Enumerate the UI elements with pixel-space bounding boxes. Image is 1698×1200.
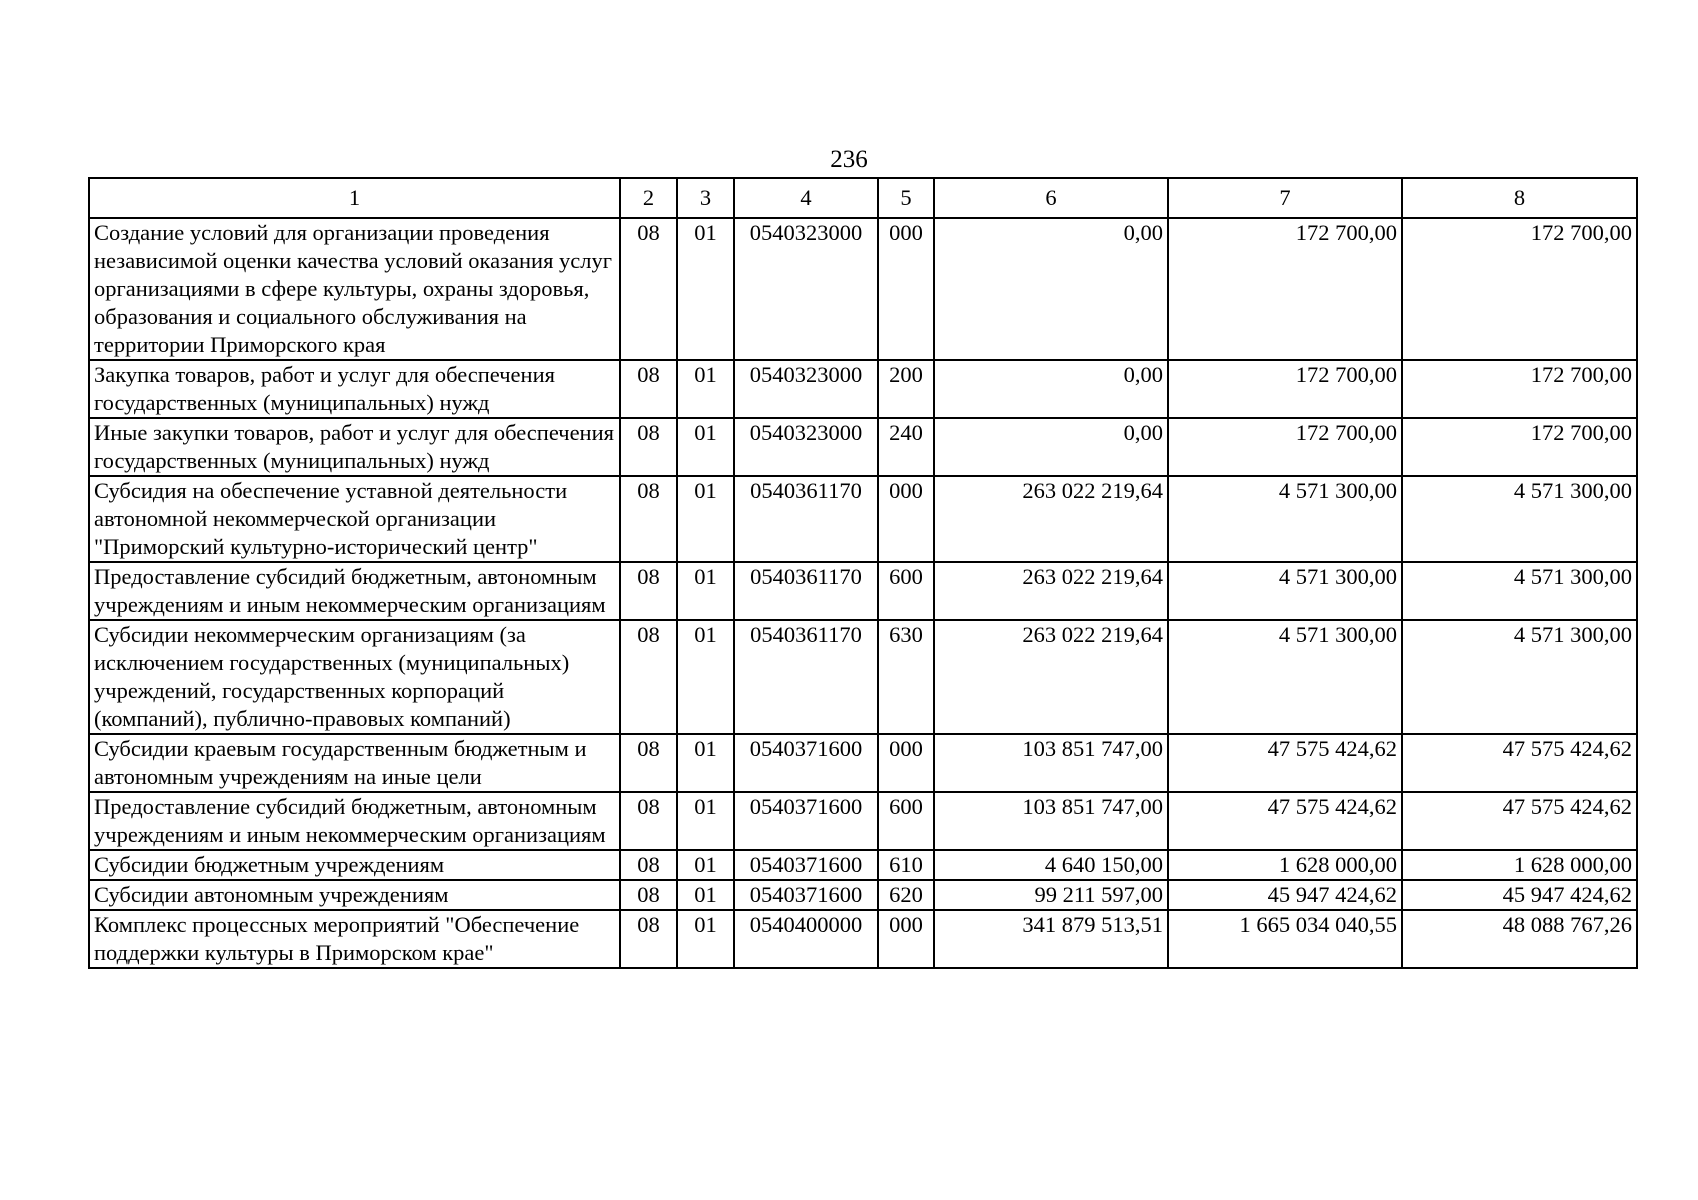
cell-section: 08 [620, 620, 677, 734]
table-row [89, 792, 1637, 850]
cell-subsection: 01 [677, 360, 734, 418]
table-row [89, 418, 1637, 476]
table-row [89, 562, 1637, 620]
cell-target-code: 0540361170 [734, 620, 878, 734]
cell-subsection: 01 [677, 476, 734, 562]
cell-expense-type: 240 [878, 418, 934, 476]
column-header: 1 [89, 178, 620, 218]
cell-amount-8: 172 700,00 [1402, 418, 1637, 476]
cell-amount-8: 4 571 300,00 [1402, 476, 1637, 562]
cell-amount-6: 4 640 150,00 [934, 850, 1168, 880]
column-header: 5 [878, 178, 934, 218]
table-row [89, 620, 1637, 734]
cell-section: 08 [620, 218, 677, 360]
cell-amount-8: 172 700,00 [1402, 360, 1637, 418]
table-row [89, 734, 1637, 792]
table-row [89, 910, 1637, 968]
cell-amount-8: 45 947 424,62 [1402, 880, 1637, 910]
cell-subsection: 01 [677, 792, 734, 850]
header-row [89, 178, 1637, 218]
cell-amount-6: 99 211 597,00 [934, 880, 1168, 910]
cell-target-code: 0540323000 [734, 218, 878, 360]
cell-amount-7: 47 575 424,62 [1168, 792, 1402, 850]
cell-subsection: 01 [677, 620, 734, 734]
cell-name: Закупка товаров, работ и услуг для обеспечения государственных (муниципальных) нужд [89, 360, 620, 418]
column-header: 4 [734, 178, 878, 218]
cell-amount-6: 0,00 [934, 218, 1168, 360]
cell-subsection: 01 [677, 880, 734, 910]
cell-name: Субсидии некоммерческим организациям (за исключением государственных (муниципальных) учреждений, государственных корпораций (компаний), публично-правовых компаний) [89, 620, 620, 734]
cell-amount-7: 4 571 300,00 [1168, 562, 1402, 620]
column-header: 8 [1402, 178, 1637, 218]
cell-target-code: 0540361170 [734, 562, 878, 620]
cell-subsection: 01 [677, 562, 734, 620]
cell-subsection: 01 [677, 734, 734, 792]
cell-subsection: 01 [677, 850, 734, 880]
cell-amount-8: 47 575 424,62 [1402, 734, 1637, 792]
cell-name: Субсидии бюджетным учреждениям [89, 850, 620, 880]
cell-amount-8: 48 088 767,26 [1402, 910, 1637, 968]
cell-section: 08 [620, 562, 677, 620]
cell-section: 08 [620, 734, 677, 792]
cell-amount-7: 4 571 300,00 [1168, 620, 1402, 734]
cell-amount-7: 172 700,00 [1168, 360, 1402, 418]
table-row [89, 360, 1637, 418]
table-row [89, 880, 1637, 910]
table-body [89, 218, 1637, 968]
cell-amount-7: 172 700,00 [1168, 218, 1402, 360]
cell-expense-type: 600 [878, 562, 934, 620]
cell-section: 08 [620, 850, 677, 880]
cell-target-code: 0540371600 [734, 792, 878, 850]
cell-section: 08 [620, 910, 677, 968]
cell-amount-7: 1 665 034 040,55 [1168, 910, 1402, 968]
column-header: 2 [620, 178, 677, 218]
cell-amount-6: 263 022 219,64 [934, 476, 1168, 562]
cell-amount-7: 1 628 000,00 [1168, 850, 1402, 880]
cell-section: 08 [620, 880, 677, 910]
cell-target-code: 0540323000 [734, 360, 878, 418]
cell-expense-type: 000 [878, 476, 934, 562]
cell-subsection: 01 [677, 218, 734, 360]
cell-amount-6: 0,00 [934, 360, 1168, 418]
cell-expense-type: 000 [878, 218, 934, 360]
cell-amount-6: 341 879 513,51 [934, 910, 1168, 968]
table-row [89, 476, 1637, 562]
cell-target-code: 0540371600 [734, 880, 878, 910]
page-number: 236 [830, 146, 868, 173]
cell-target-code: 0540371600 [734, 734, 878, 792]
cell-name: Субсидии автономным учреждениям [89, 880, 620, 910]
cell-section: 08 [620, 418, 677, 476]
cell-expense-type: 000 [878, 910, 934, 968]
cell-target-code: 0540361170 [734, 476, 878, 562]
cell-expense-type: 600 [878, 792, 934, 850]
cell-amount-7: 4 571 300,00 [1168, 476, 1402, 562]
cell-target-code: 0540371600 [734, 850, 878, 880]
cell-section: 08 [620, 360, 677, 418]
column-header: 3 [677, 178, 734, 218]
cell-amount-7: 172 700,00 [1168, 418, 1402, 476]
cell-subsection: 01 [677, 418, 734, 476]
column-header: 7 [1168, 178, 1402, 218]
cell-expense-type: 200 [878, 360, 934, 418]
cell-amount-8: 4 571 300,00 [1402, 620, 1637, 734]
cell-name: Субсидии краевым государственным бюджетным и автономным учреждениям на иные цели [89, 734, 620, 792]
cell-amount-8: 172 700,00 [1402, 218, 1637, 360]
cell-name: Субсидия на обеспечение уставной деятельности автономной некоммерческой организации "Приморский культурно-исторический центр" [89, 476, 620, 562]
cell-section: 08 [620, 476, 677, 562]
cell-amount-8: 1 628 000,00 [1402, 850, 1637, 880]
cell-amount-8: 47 575 424,62 [1402, 792, 1637, 850]
cell-section: 08 [620, 792, 677, 850]
cell-target-code: 0540400000 [734, 910, 878, 968]
cell-expense-type: 000 [878, 734, 934, 792]
table-row [89, 218, 1637, 360]
table-row [89, 850, 1637, 880]
cell-amount-6: 0,00 [934, 418, 1168, 476]
cell-amount-6: 103 851 747,00 [934, 734, 1168, 792]
cell-expense-type: 610 [878, 850, 934, 880]
cell-expense-type: 630 [878, 620, 934, 734]
column-header: 6 [934, 178, 1168, 218]
cell-name: Создание условий для организации проведения независимой оценки качества условий оказания услуг организациями в сфере культуры, охраны здоровья, образования и социального обслуживания на территории Приморского края [89, 218, 620, 360]
budget-table [88, 177, 1638, 969]
cell-name: Иные закупки товаров, работ и услуг для обеспечения государственных (муниципальных) нужд [89, 418, 620, 476]
cell-name: Предоставление субсидий бюджетным, автономным учреждениям и иным некоммерческим организациям [89, 792, 620, 850]
cell-subsection: 01 [677, 910, 734, 968]
cell-amount-7: 45 947 424,62 [1168, 880, 1402, 910]
cell-amount-8: 4 571 300,00 [1402, 562, 1637, 620]
cell-amount-6: 103 851 747,00 [934, 792, 1168, 850]
cell-amount-6: 263 022 219,64 [934, 620, 1168, 734]
cell-amount-6: 263 022 219,64 [934, 562, 1168, 620]
cell-amount-7: 47 575 424,62 [1168, 734, 1402, 792]
cell-expense-type: 620 [878, 880, 934, 910]
cell-name: Комплекс процессных мероприятий "Обеспечение поддержки культуры в Приморском крае" [89, 910, 620, 968]
cell-name: Предоставление субсидий бюджетным, автономным учреждениям и иным некоммерческим организациям [89, 562, 620, 620]
cell-target-code: 0540323000 [734, 418, 878, 476]
